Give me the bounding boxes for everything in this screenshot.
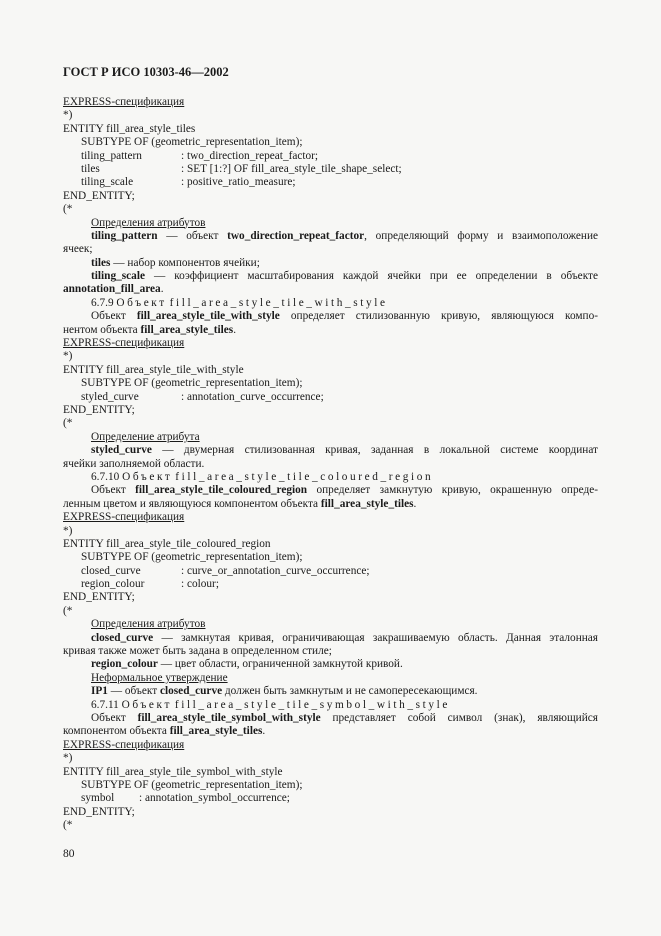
subtype-line: SUBTYPE OF (geometric_representation_item);	[81, 136, 303, 149]
comment-open: (*	[63, 417, 73, 430]
definitions-heading: Определение атрибута	[91, 430, 200, 443]
end-entity: END_ENTITY;	[63, 805, 135, 818]
attribute-line: closed_curve : curve_or_annotation_curve_occurrence;	[81, 564, 370, 577]
description-continuation: компонентом объекта fill_area_style_tiles.	[63, 725, 266, 738]
definitions-heading: Определения атрибутов	[91, 618, 206, 631]
express-heading: EXPRESS-спецификация	[63, 511, 185, 524]
comment-open: (*	[63, 203, 73, 216]
attribute-line: tiling_scale : positive_ratio_measure;	[81, 176, 296, 189]
end-entity: END_ENTITY;	[63, 591, 135, 604]
attribute-line: tiles : SET [1:?] OF fill_area_style_tile_shape_select;	[81, 162, 402, 175]
subtype-line: SUBTYPE OF (geometric_representation_item);	[81, 551, 303, 564]
end-entity: END_ENTITY;	[63, 403, 135, 416]
subtype-line: SUBTYPE OF (geometric_representation_item);	[81, 377, 303, 390]
subsection-heading: 6.7.11 Объект fill_area_style_tile_symbol_with_style	[91, 698, 450, 711]
attribute-line: symbol : annotation_symbol_occurrence;	[81, 792, 290, 805]
definition-continuation: ячейки заполняемой области.	[63, 457, 205, 470]
subtype-line: SUBTYPE OF (geometric_representation_item);	[81, 778, 303, 791]
attribute-line: region_colour : colour;	[81, 578, 219, 591]
subsection-heading: 6.7.9 Объект fill_area_style_tile_with_style	[91, 296, 388, 309]
informal-proposition: IP1 — объект closed_curve должен быть замкнутым и не самопересекающимся.	[91, 685, 478, 698]
description-continuation: ленным цветом и являющуюся компонентом объекта fill_area_style_tiles.	[63, 497, 417, 510]
informal-heading: Неформальное утверждение	[91, 671, 228, 684]
page-number: 80	[63, 848, 75, 860]
definition-paragraph: region_colour — цвет области, ограниченной замкнутой кривой.	[91, 658, 403, 671]
express-heading: EXPRESS-спецификация	[63, 96, 185, 108]
definition-paragraph: tiles — набор компонентов ячейки;	[91, 256, 260, 269]
definition-paragraph: tiling_pattern — объект two_direction_repeat_factor, определяющий форму и взаимоположение	[91, 229, 598, 242]
definition-continuation: annotation_fill_area.	[63, 283, 164, 296]
definition-paragraph: tiling_scale — коэффициент масштабирования каждой ячейки при ее определении в объекте	[91, 270, 598, 283]
definition-continuation: кривая также может быть задана в определенном стиле;	[63, 645, 332, 658]
comment-open: (*	[63, 819, 73, 832]
attribute-line: styled_curve : annotation_curve_occurrence;	[81, 390, 324, 403]
entity-declaration: ENTITY fill_area_style_tiles	[63, 122, 196, 135]
end-entity: END_ENTITY;	[63, 189, 135, 202]
definition-paragraph: styled_curve — двумерная стилизованная кривая, заданная в локальной системе координат	[91, 444, 598, 457]
attribute-line: tiling_pattern : two_direction_repeat_factor;	[81, 149, 319, 162]
comment-close: *)	[63, 109, 73, 122]
description-paragraph: Объект fill_area_style_tile_symbol_with_style представляет собой символ (знак), являющийся	[91, 711, 598, 724]
entity-declaration: ENTITY fill_area_style_tile_coloured_region	[63, 537, 271, 550]
page-content	[63, 96, 598, 832]
definition-continuation: ячеек;	[63, 243, 93, 256]
comment-close: *)	[63, 350, 73, 363]
comment-close: *)	[63, 752, 73, 765]
subsection-heading: 6.7.10 Объект fill_area_style_tile_coloured_region	[91, 470, 434, 483]
comment-open: (*	[63, 604, 73, 617]
express-heading: EXPRESS-спецификация	[63, 738, 185, 751]
definition-paragraph: closed_curve — замкнутая кривая, ограничивающая закрашиваемую область. Данная эталонная	[91, 631, 598, 644]
description-paragraph: Объект fill_area_style_tile_with_style определяет стилизованную кривую, являющуюся компо-	[91, 310, 598, 323]
standard-header: ГОСТ Р ИСО 10303-46—2002	[63, 65, 229, 79]
express-heading: EXPRESS-спецификация	[63, 337, 185, 350]
comment-close: *)	[63, 524, 73, 537]
entity-declaration: ENTITY fill_area_style_tile_with_style	[63, 363, 244, 376]
definitions-heading: Определения атрибутов	[91, 216, 206, 229]
description-paragraph: Объект fill_area_style_tile_coloured_region определяет замкнутую кривую, окрашенную опреде-	[91, 484, 598, 497]
description-continuation: нентом объекта fill_area_style_tiles.	[63, 323, 237, 336]
entity-declaration: ENTITY fill_area_style_tile_symbol_with_style	[63, 765, 283, 778]
